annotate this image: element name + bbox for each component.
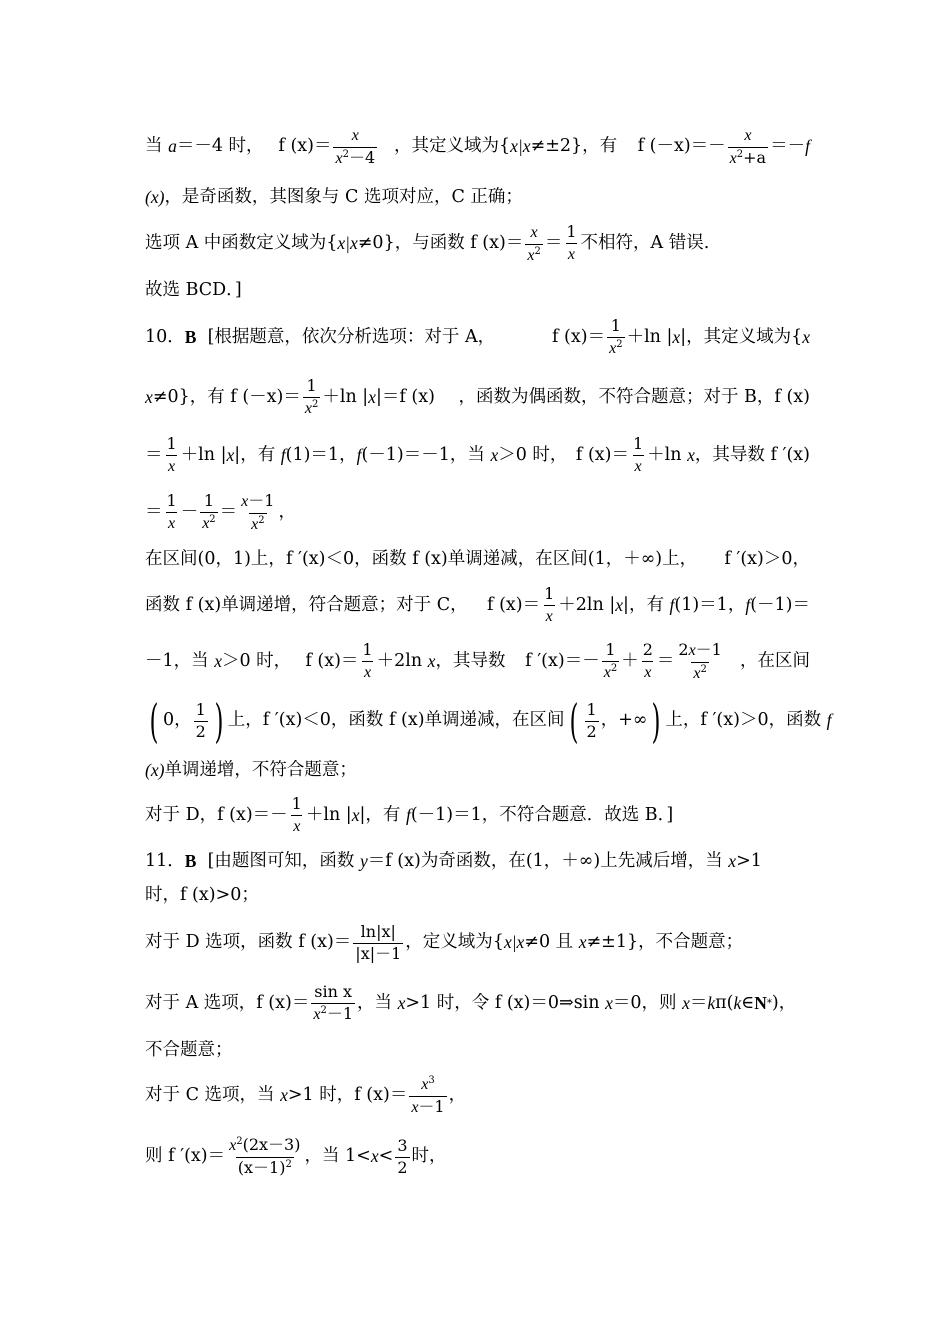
fraction: $\frac{x^3}{x-1}$ (411, 1074, 445, 1116)
fraction: $\frac{1}{x}$ (291, 794, 302, 835)
fraction: $\frac{x}{x^2}$ (527, 223, 541, 264)
text-line-21: 则 f ′(x) ＝ $\frac{x^2(2x-3)}{(x-1)^2}$ ，当 1< x < $\frac{3}{2}$ 时， (145, 1135, 447, 1177)
text-line-13: (x) 单调递增，不符合题意； (145, 760, 357, 781)
fraction: $\frac{\text{sin x}}{x^2-1}$ (313, 982, 354, 1023)
text-line-12: ( 0， $\frac{1}{2}$ ) 上， f ′(x) ＜0，函数 f (x) 单调递减，在区间 ( $\frac{1}{2}$ ，+∞ ) 上， f ′(x) ＞0，函数 f (149, 694, 832, 748)
text-line-15: 11． B [由题图可知，函数 y ＝ f (x) 为奇函数，在(1，＋∞)上先减后增，当 x >1 (145, 851, 762, 872)
text-line-9: 在区间(0，1)上， f ′(x) ＜0，函数 f (x) 单调递减，在区间(1，＋∞)上， f ′(x) ＞0， (145, 549, 810, 570)
fraction: $\frac{1}{x^2}$ (603, 640, 618, 681)
text-line-2: (x) ，是奇函数，其图象与 C 选项对应，C 正确； (145, 187, 523, 208)
fraction: $\frac{3}{2}$ (397, 1135, 408, 1177)
text-line-16: 时， f (x) >0； (145, 885, 259, 906)
fraction: $\frac{x-1}{x^2}$ (241, 490, 275, 533)
fraction: $\frac{1}{2}$ (195, 699, 206, 741)
text-line-20: 对于 C 选项，当 x >1 时， f (x) ＝ $\frac{x^3}{x-1}$ ， (145, 1074, 467, 1116)
fraction: $\frac{1}{x}$ (362, 640, 373, 681)
text-line-3: 选项 A 中函数定义域为{ x|x ≠0}，与函数 f (x) ＝ $\frac{x}{x^2}$ ＝ $\frac{1}{x}$ 不相符，A 错误. (145, 222, 710, 264)
text-line-8: ＝ $\frac{1}{x}$ － $\frac{1}{x^2}$ ＝ $\frac{x-1}{x^2}$ ， (145, 490, 296, 533)
text-line-14: 对于 D， f (x) ＝－ $\frac{1}{x}$ ＋ln | x |，有 f (－1)＝1，不符合题意．故选 B．] (145, 794, 674, 835)
text-line-11: －1，当 x ＞0 时， f (x) ＝ $\frac{1}{x}$ ＋2ln x ，其导数 f ′(x) ＝－ $\frac{1}{x^2}$ ＋ $\frac{2}{x}$ ＝ $\frac{2x-1}{x^2}$ ，在区间 (145, 639, 810, 682)
fraction: $\frac{2}{x}$ (642, 640, 653, 681)
fraction: $\frac{1}{x^2}$ (202, 491, 216, 532)
text-line-10: 函数 f (x) 单调递增，符合题意；对于 C， f (x) ＝ $\frac{1}{x}$ ＋2ln | x |，有 f (1)＝1， f (－1)＝ (145, 584, 810, 625)
text-line-6: x ≠0}，有 f (－x) ＝ $\frac{1}{x^2}$ ＋ln | x |＝ f (x) ，函数为偶函数，不符合题意；对于 B， f (x) (145, 376, 810, 417)
text-line-7: ＝ $\frac{1}{x}$ ＋ln | x |，有 f (1)＝1， f (－1)＝－1，当 x ＞0 时， f (x) ＝ $\frac{1}{x}$ ＋ln x ，其导数 f ′(x) (145, 434, 810, 475)
fraction: $\frac{1}{x}$ (632, 434, 644, 475)
text-line-4: 故选 BCD．] (145, 280, 242, 301)
fraction: $\frac{x^2(2x-3)}{(x-1)^2}$ (229, 1135, 301, 1177)
right-paren: ) (651, 694, 661, 748)
text-line-18: 对于 A 选项， f (x) ＝ $\frac{\text{sin x}}{x^2-1}$ ，当 x >1 时，令 f (x) ＝0⇒sin x ＝0，则 x ＝ k π( k ∈ N * )， (145, 982, 797, 1023)
fraction: $\frac{\ln|x|}{|x|-1}$ (355, 921, 402, 963)
text-line-17: 对于 D 选项，函数 f (x) ＝ $\frac{\ln|x|}{|x|-1}$ ，定义域为{ x|x ≠0 且 x ≠±1}，不合题意； (145, 921, 744, 963)
left-paren: ( (569, 694, 579, 748)
fraction: $\frac{1}{x^2}$ (609, 316, 623, 357)
fraction: $\frac{1}{x^2}$ (304, 376, 319, 417)
fraction: $\frac{1}{x}$ (166, 491, 177, 532)
text-line-1: 当 a ＝－4 时， f (x) ＝ $\frac{x}{x^2-4}$ ，其定义域为{ x|x ≠±2}，有 f (－x) ＝－ $\frac{x}{x^2+a}$ ＝－ f (145, 126, 810, 167)
left-paren: ( (149, 694, 159, 748)
fraction: $\frac{x}{x^2+a}$ (729, 126, 767, 167)
text-line-5: 10． B [根据题意，依次分析选项：对于 A， f (x) ＝ $\frac{1}{x^2}$ ＋ln | x |，其定义域为{ x (145, 316, 810, 357)
fraction: $\frac{1}{x}$ (166, 434, 177, 475)
text-line-19: 不合题意； (145, 1040, 233, 1061)
fraction: $\frac{2x-1}{x^2}$ (678, 639, 722, 682)
fraction: $\frac{1}{2}$ (586, 699, 597, 741)
fraction: $\frac{1}{x}$ (566, 222, 577, 263)
fraction: $\frac{1}{x}$ (544, 584, 555, 625)
fraction: $\frac{x}{x^2-4}$ (335, 126, 376, 167)
right-paren: ) (214, 694, 224, 748)
